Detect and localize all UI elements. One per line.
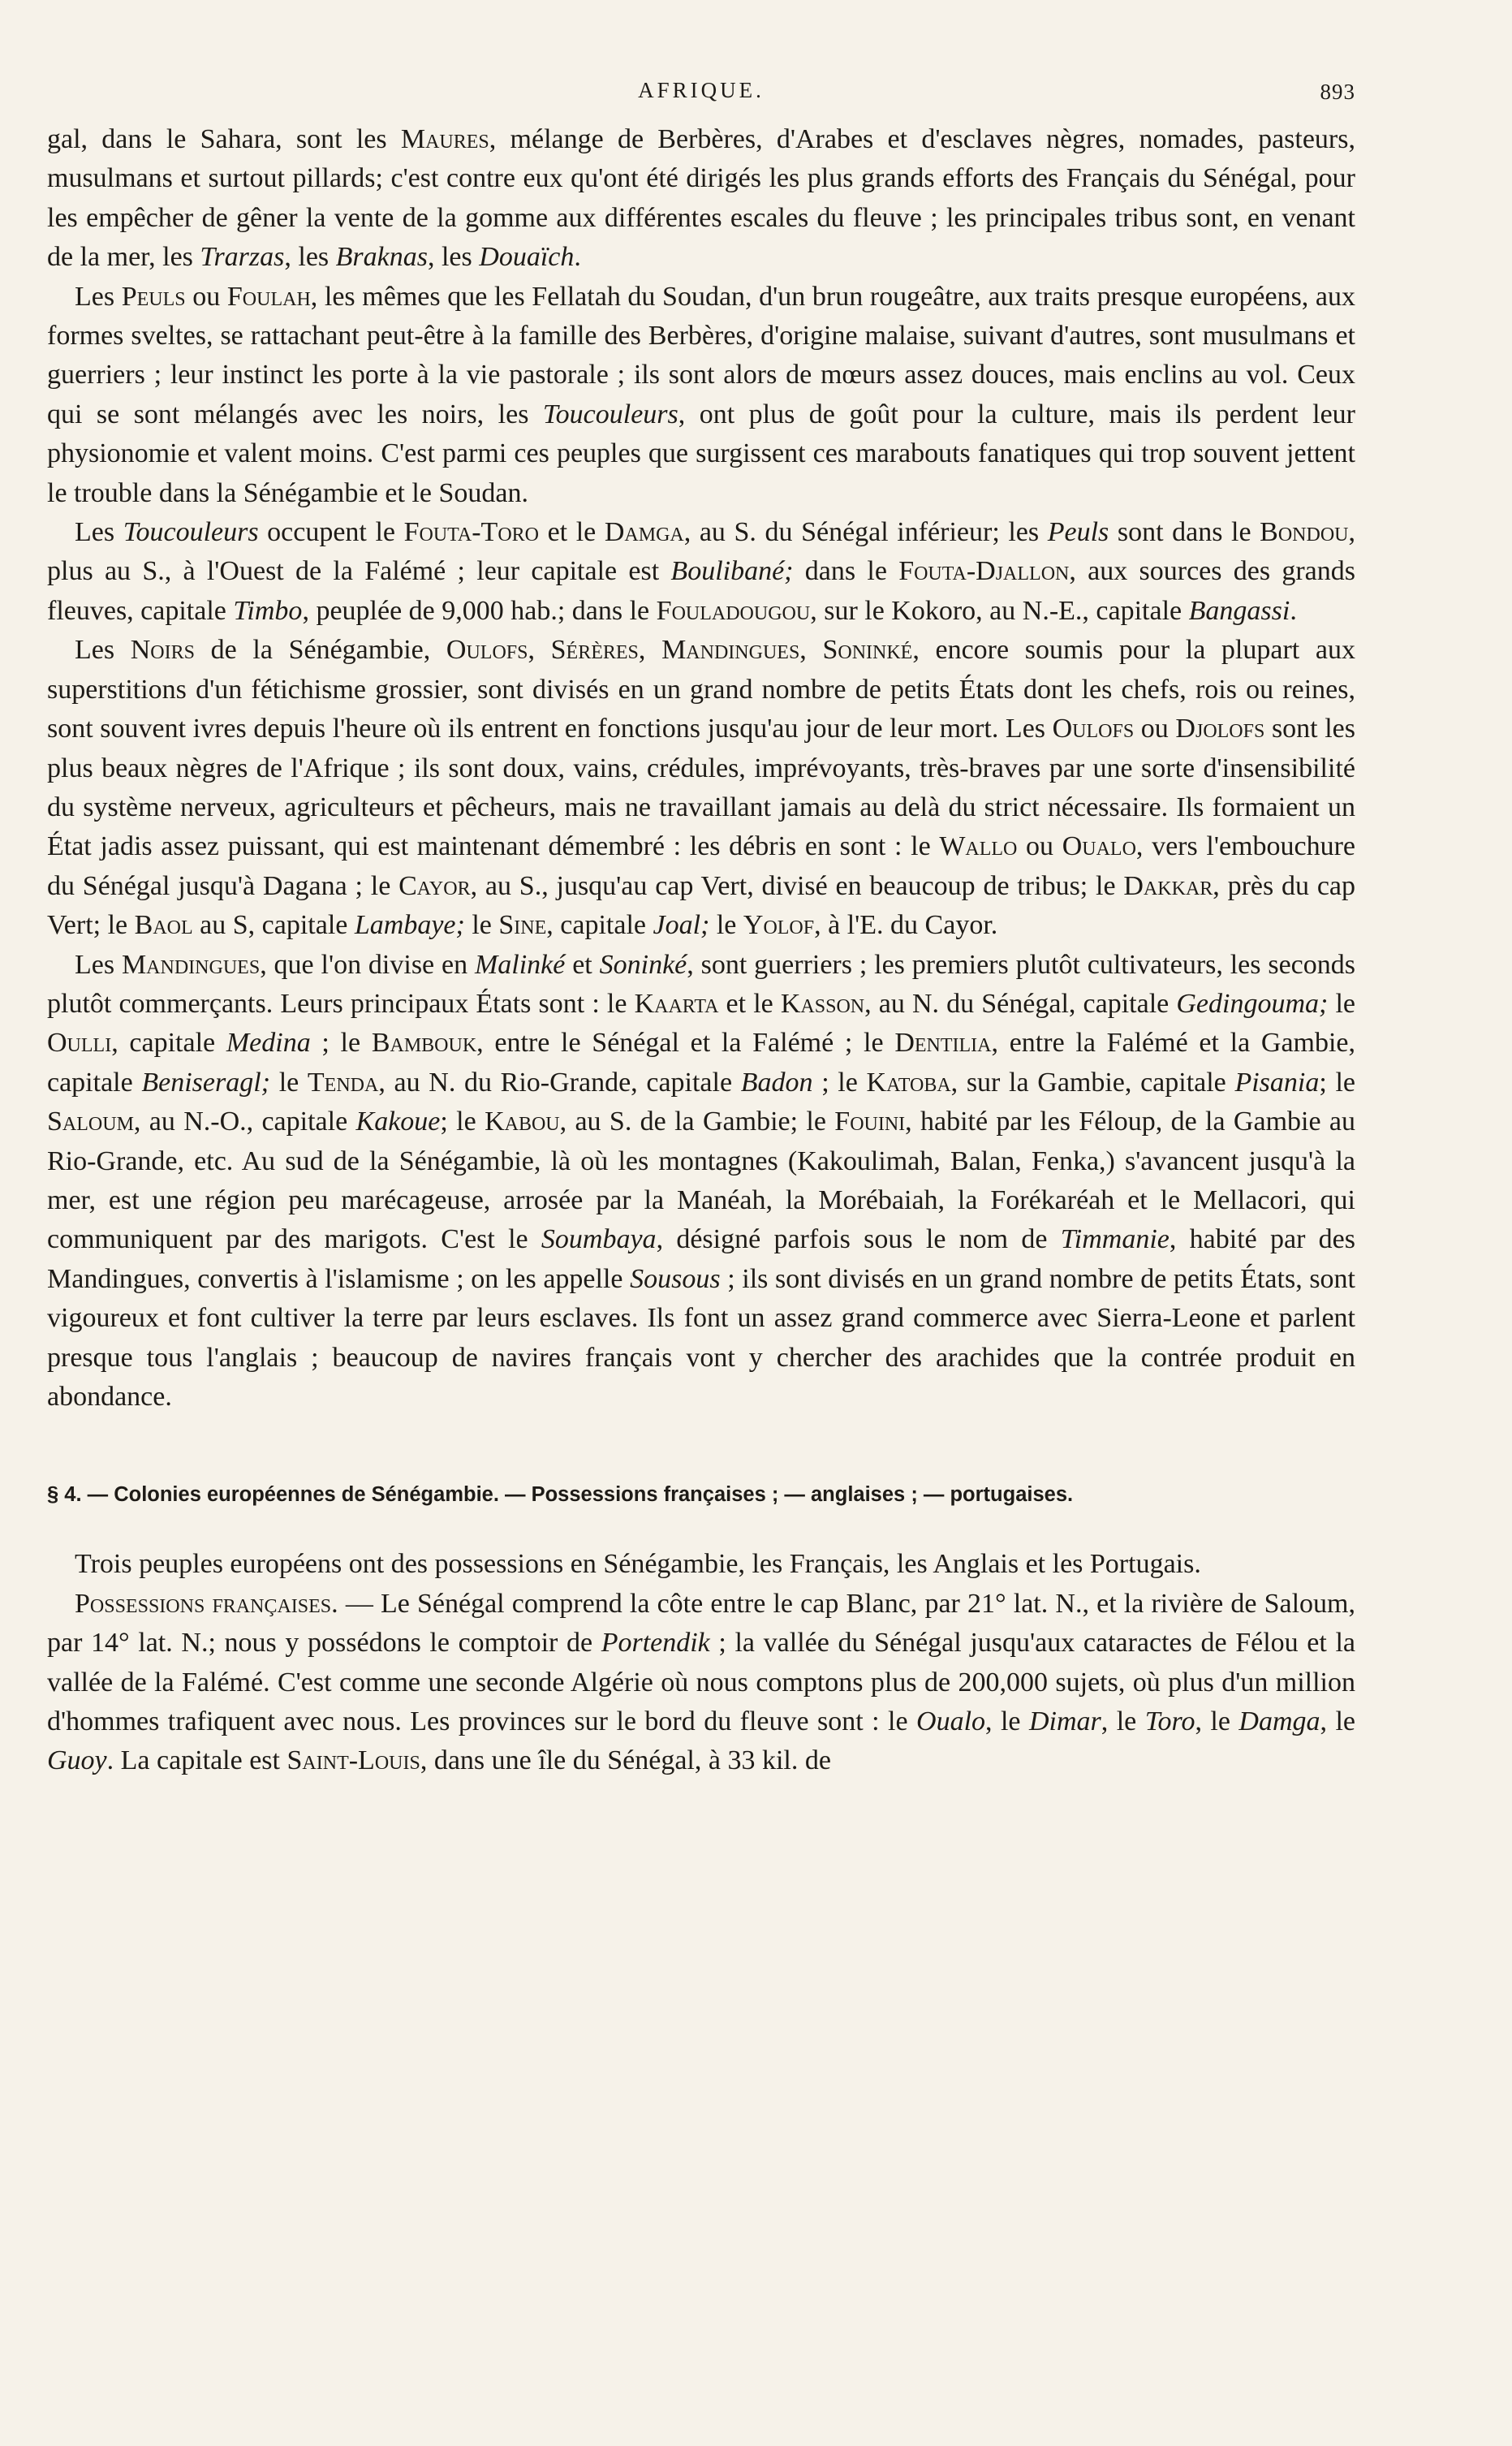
paragraph-peuples-europeens [47,1545,1355,1584]
italic-term: Braknas [335,242,428,273]
text-run: . [574,242,581,273]
text-run: et le [718,988,781,1019]
small-caps-term: Peuls [121,281,186,312]
italic-term: Gedingouma; [1176,988,1329,1019]
small-caps-term: Oulli [47,1028,112,1059]
text-run: ou [1017,831,1062,862]
text-run: , encore soumis pour la plupart aux superstitions d'un fétichisme grossier, sont divisés en un grand nombre de petits États dont les chefs, rois ou reines, sont souvent ivres depuis l'heure où ils entrent en fonctions jusqu'au jour de leur mort. Les [47,635,1355,744]
text-run: , plus au S., à l'Ouest de la Falémé ; leur capitale est [47,517,1356,587]
small-caps-term: Damga [604,517,684,548]
text-run: , [638,635,662,666]
small-caps-term: Fouini [834,1107,906,1137]
text-run: , aux sources des grands fleuves, capitale [47,556,1355,626]
paragraph-peuls [47,278,1355,513]
text-run: et [565,949,600,980]
text-run: ; ils sont divisés en un grand nombre de petits États, sont vigoureux et font cultiver la terre par leurs esclaves. Ils font un assez grand commerce avec Sierra-Leone et parlent presque tous l'anglais ; beaucoup de navires français vont y chercher des arachides que la contrée produit en abondance. [47,1263,1355,1412]
small-caps-term: Baol [134,910,193,941]
text-run: , le [1101,1706,1145,1737]
italic-term: Dimar [1028,1706,1101,1737]
small-caps-term: Bondou [1260,517,1349,548]
italic-term: Beniseragl; [141,1067,271,1098]
text-run: le [270,1067,308,1098]
italic-term: Peuls [1047,517,1109,548]
running-title: AFRIQUE. [638,78,765,102]
small-caps-term: Oulofs [1052,714,1135,744]
text-run: Trois peuples européens ont des possessions en Sénégambie, les Français, les Anglais et les Portugais. [75,1549,1201,1580]
small-caps-term: Oualo [1062,831,1136,862]
text-run: sont les plus beaux nègres de l'Afrique ; ils sont doux, vains, crédules, imprévoyants, très-braves par une sorte d'insensibilité du système nerveux, agriculteurs et pêcheurs, mais ne travaillant jamais au delà du strict nécessaire. Ils formaient un État jadis assez puissant, qui est maintenant démembré : les débris en sont : le [47,714,1355,862]
text-run: , les mêmes que les Fellatah du Soudan, d'un brun rougeâtre, aux traits presque européens, aux formes sveltes, se rattachant peut-être à la famille des Berbères, d'origine malaise, suivant d'autres, sont musulmans et guerriers ; leur instinct les porte à la vie pastorale ; ils sont alors de mœurs assez douces, mais enclins au vol. Ceux qui se sont mélangés avec les noirs, les [47,281,1356,429]
small-caps-term: Saloum [47,1107,134,1137]
text-run: . [1290,595,1297,626]
text-run: ; le [1319,1067,1356,1098]
text-run: ou [185,281,227,312]
section-heading: § 4. — Colonies européennes de Sénégambie. — Possessions françaises ; — anglaises ; — portugaises. [47,1483,1074,1507]
small-caps-term: Mandingues [121,949,261,980]
text-run: , sont guerriers ; les premiers plutôt cultivateurs, les seconds plutôt commerçants. Leurs principaux États sont : le [47,949,1356,1019]
body-text [47,120,1355,1781]
text-run: , au S. du Sénégal inférieur; les [683,517,1048,548]
text-run: , au S., jusqu'au cap Vert, divisé en beaucoup de tribus; le [470,870,1124,901]
italic-term: Sousous [630,1263,721,1294]
italic-term: Badon [740,1067,813,1098]
text-run: , mélange de Berbères, d'Arabes et d'esclaves nègres, nomades, pasteurs, musulmans et surtout pillards; c'est contre eux qu'ont été dirigés les plus grands efforts des Français du Sénégal, pour les empêcher de gêner la vente de la gomme aux différentes escales du fleuve ; les principales tribus sont, en venant de la mer, les [47,124,1355,273]
italic-term: Medina [226,1028,311,1059]
text-run: , le [985,1706,1029,1737]
small-caps-term: Saint-Louis [286,1745,420,1776]
italic-term: Soumbaya [541,1224,657,1255]
text-run: ou [1134,714,1176,744]
text-run: Les [75,635,131,666]
text-run: ; le [310,1028,372,1059]
small-caps-term: Mandingues [661,635,800,666]
text-run: , ont plus de goût pour la culture, mais ils perdent leur physionomie et valent moins. C'est parmi ces peuples que surgissent ces marabouts fanatiques qui trop souvent jettent le trouble dans la Sénégambie et le Soudan. [47,399,1355,508]
text-run: Les [75,517,123,548]
text-run: , habité par les Féloup, de la Gambie au Rio-Grande, etc. Au sud de la Sénégambie, là où les montagnes (Kakoulimah, Balan, Fenka,) s'avancent jusqu'à la mer, est une région peu marécageuse, arrosée par la Manéah, la Morébaiah, la Forékaréah et le Mellacori, qui communiquent par des marigots. C'est le [47,1107,1355,1255]
page-number: 893 [1320,80,1355,104]
small-caps-term: Noirs [130,635,195,666]
text-run: , capitale [546,910,653,941]
small-caps-term: Djolofs [1175,714,1265,744]
text-run: Les [75,281,122,312]
small-caps-term: Dakkar [1123,870,1213,901]
text-run: gal, dans le Sahara, sont les [47,124,401,154]
small-caps-term: Soninké [822,635,913,666]
italic-term: Boulibané; [670,556,794,587]
text-run: , entre le Sénégal et la Falémé ; le [476,1028,895,1059]
italic-term: Toucouleurs [123,517,259,548]
small-caps-term: Fouta-Djallon [898,556,1070,587]
text-run: le [464,910,499,941]
small-caps-term: Fouta-Toro [403,517,539,548]
text-run: sont dans le [1109,517,1260,548]
text-run: , près du cap Vert; le [47,870,1355,941]
italic-term: Trarzas [200,242,285,273]
text-run: le [709,910,743,941]
italic-term: Pisania [1234,1067,1320,1098]
small-caps-term: Possessions françaises. [75,1588,338,1619]
italic-term: Oualo [916,1706,986,1737]
text-run: de la Sénégambie, [194,635,446,666]
italic-term: Damga [1238,1706,1320,1737]
text-run: , que l'on divise en [260,949,475,980]
text-run: , habité par des Mandingues, convertis à l'islamisme ; on les appelle [47,1224,1356,1294]
text-run: ; le [440,1107,485,1137]
italic-term: Timmanie [1060,1224,1170,1255]
italic-term: Kakoue [355,1107,441,1137]
text-run: , [799,635,823,666]
text-run: , les [284,242,336,273]
text-run: ; le [812,1067,867,1098]
text-run: , au N.-O., capitale [133,1107,356,1137]
italic-term: Toro [1144,1706,1195,1737]
small-caps-term: Cayor [398,870,471,901]
text-run: , les [427,242,480,273]
text-run: , vers l'embouchure du Sénégal jusqu'à Dagana ; le [47,831,1355,901]
small-caps-term: Bambouk [371,1028,477,1059]
text-run: , au N. du Rio-Grande, capitale [378,1067,741,1098]
text-run: , sur le Kokoro, au N.-E., capitale [810,595,1189,626]
italic-term: Soninké [599,949,687,980]
running-head [47,71,1355,120]
text-run: , entre la Falémé et la Gambie, capitale [47,1028,1356,1098]
text-run: , [528,635,551,666]
italic-term: Douaïch [479,242,575,273]
italic-term: Lambaye; [354,910,465,941]
text-run: ; la vallée du Sénégal jusqu'aux cataractes de Félou et la vallée de la Falémé. C'est comme une seconde Algérie où nous comptons plus de 200,000 sujets, où plus d'un million d'hommes trafiquent avec nous. Les provinces sur le bord du fleuve sont : le [47,1628,1355,1737]
small-caps-term: Kaarta [634,988,719,1019]
small-caps-term: Wallo [939,831,1018,862]
small-caps-term: Fouladougou [656,595,811,626]
small-caps-term: Foulah [226,281,311,312]
paragraph-maures [47,120,1355,278]
paragraph-mandingues [47,946,1355,1417]
text-run: le [1328,988,1355,1019]
italic-term: Toucouleurs [542,399,678,429]
small-caps-term: Kasson [780,988,865,1019]
small-caps-term: Dentilia [894,1028,992,1059]
italic-term: Bangassi [1188,595,1290,626]
paragraph-toucouleurs [47,513,1355,631]
text-run: — Le Sénégal comprend la côte entre le cap Blanc, par 21° lat. N., et la rivière de Saloum, par 14° lat. N.; nous y possédons le comptoir de [47,1588,1355,1659]
text-run: et le [539,517,605,548]
text-run: , capitale [111,1028,226,1059]
text-run: dans le [793,556,899,587]
small-caps-term: Maures [400,124,489,154]
text-run: Les [75,949,122,980]
small-caps-term: Sine [498,910,547,941]
small-caps-term: Katoba [866,1067,951,1098]
paragraph-possessions-francaises [47,1585,1355,1781]
italic-term: Malinké [474,949,566,980]
small-caps-term: Tenda [307,1067,379,1098]
text-run: , au N. du Sénégal, capitale [864,988,1177,1019]
small-caps-term: Sérères [550,635,639,666]
small-caps-term: Yolof [743,910,815,941]
text-run: occupent le [258,517,404,548]
text-run: , le [1195,1706,1239,1737]
text-run: , sur la Gambie, capitale [950,1067,1235,1098]
italic-term: Portendik [601,1628,710,1659]
text-run: , désigné parfois sous le nom de [656,1224,1061,1255]
text-run: au S, capitale [192,910,355,941]
italic-term: Joal; [653,910,710,941]
text-run: , à l'E. du Cayor. [814,910,998,941]
text-run: . La capitale est [106,1745,287,1776]
text-run: , dans une île du Sénégal, à 33 kil. de [420,1745,831,1776]
text-run: , au S. de la Gambie; le [559,1107,835,1137]
text-run: , peuplée de 9,000 hab.; dans le [302,595,657,626]
small-caps-term: Kabou [485,1107,560,1137]
paragraph-noirs [47,631,1355,945]
italic-term: Guoy [47,1745,107,1776]
text-run: , le [1320,1706,1355,1737]
page [47,71,1355,1781]
italic-term: Timbo [233,595,303,626]
small-caps-term: Oulofs [446,635,528,666]
